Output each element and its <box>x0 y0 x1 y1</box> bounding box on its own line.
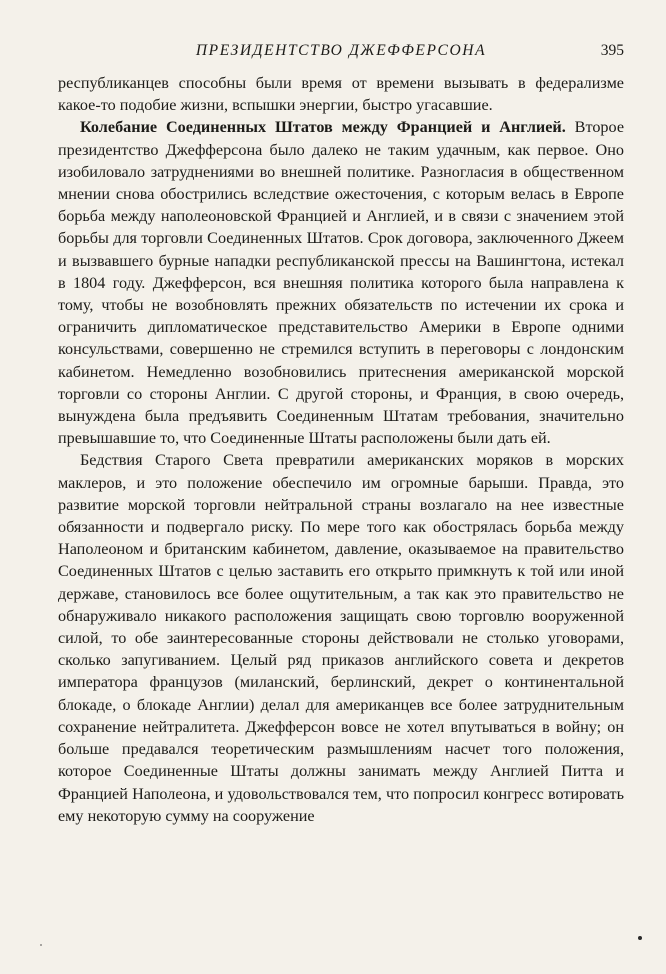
paragraph-text: республиканцев способны были время от времени вызывать в федерализме какое-то подобие жизни, вспышки энергии, быстро угасавшие. <box>58 74 624 115</box>
paragraph-text: Второе президентство Джефферсона было далеко не таким удачным, как первое. Оно изобиловало затруднениями во внешней политике. Разногласия в общественном мнении снова обострились вследствие ожесточения, с которым велась в Европе борьба между наполеоновской Францией и Англией, и в связи с значением этой борьбы для торговли Соединенных Штатов. Срок договора, заключенного Джеем и вызвавшего бурные нападки республиканской прессы на Вашингтона, истекал в 1804 году. Джефферсон, вся внешняя политика которого была направлена к тому, чтобы не возобновлять прежних обязательств по истечении их срока и ограничить дипломатическое представительство Америки в Европе одними консульствами, совершенно не стремился вступить в переговоры с лондонским кабинетом. Немедленно возобновились притеснения американской морской торговли со стороны Англии. С другой стороны, и Франция, в свою очередь, вынуждена была предъявить Соединенным Штатам требования, значительно превышавшие то, что Соединенные Штаты расположены были дать ей. <box>58 118 624 448</box>
section-heading: Колебание Соединенных Штатов между Францией и Англией. <box>80 118 566 137</box>
body-text <box>58 72 624 827</box>
paragraph <box>58 449 624 826</box>
print-speck <box>40 944 42 946</box>
paragraph-text: Бедствия Старого Света превратили американских моряков в морских маклеров, и это положение обеспечило им огромные барыши. Правда, это развитие морской торговли нейтральной страны возлагало на нее известные обязанности и подвергало риску. По мере того как обострялась борьба между Наполеоном и британским кабинетом, давление, оказываемое на правительство Соединенных Штатов с целью заставить его открыто примкнуть к той или иной державе, становилось все более ощутительным, а так как это правительство не обнаруживало никакого расположения защищать свою торговлю вооруженной силой, то обе заинтересованные стороны действовали не столько уговорами, сколько запугиванием. Целый ряд приказов английского совета и декретов императора французов (миланский, берлинский, декрет о континентальной блокаде, о блокаде Англии) делал для американцев все более затруднительным сохранение нейтралитета. Джефферсон вовсе не хотел впутываться в войну; он больше предавался теоретическим размышлениям насчет того положения, которое Соединенные Штаты должны занимать между Англией Питта и Францией Наполеона, и удовольствовался тем, что попросил конгресс вотировать ему некоторую сумму на сооружение <box>58 451 624 825</box>
print-speck <box>638 936 642 940</box>
running-title: ПРЕЗИДЕНТСТВО ДЖЕФФЕРСОНА <box>195 42 487 59</box>
page-header <box>58 42 624 64</box>
paragraph-continued <box>58 72 624 116</box>
page-number: 395 <box>600 42 624 59</box>
paragraph-section <box>58 116 624 449</box>
